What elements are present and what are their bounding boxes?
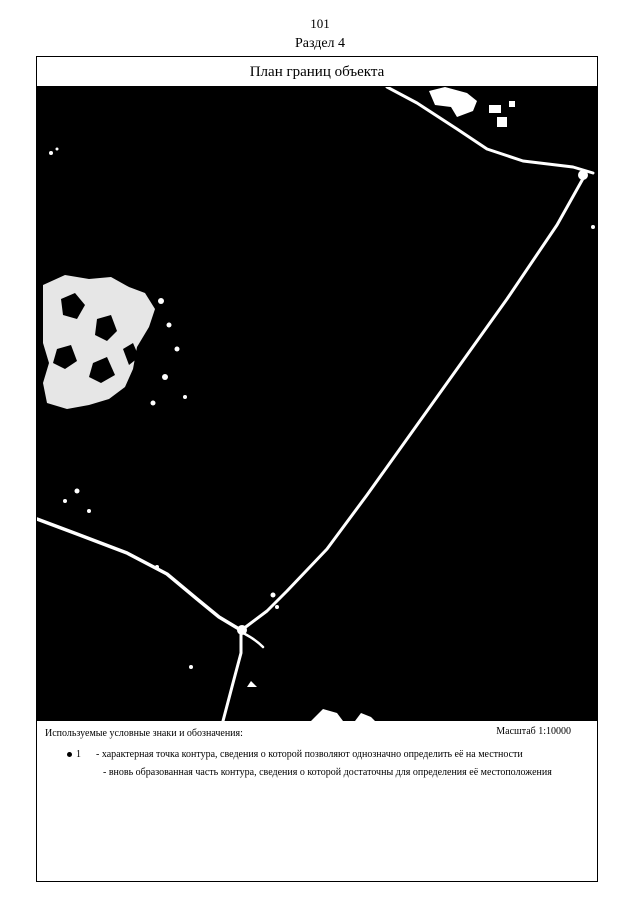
- feature-speck: [275, 605, 279, 609]
- vegetation-speck: [151, 401, 156, 406]
- building: [509, 101, 515, 107]
- legend-row-point: [67, 749, 523, 760]
- page-number: 101: [310, 16, 330, 31]
- point-number: 1: [76, 749, 81, 760]
- road-junction: [237, 625, 247, 635]
- legend: [37, 721, 597, 881]
- road-junction-top: [578, 170, 588, 180]
- section-title: Раздел 4: [294, 36, 346, 51]
- feature-speck: [591, 225, 595, 229]
- feature-speck: [63, 499, 67, 503]
- point-marker-icon: [67, 752, 72, 757]
- feature-speck: [75, 489, 80, 494]
- plan-title: План границ объекта: [37, 57, 597, 87]
- map-scale: Масштаб 1:10000: [496, 726, 571, 737]
- part-description: - вновь образованная часть контура, сведения о которой достаточны для определения её местоположения: [103, 767, 552, 778]
- building: [497, 117, 507, 127]
- vegetation-speck: [167, 323, 172, 328]
- legend-heading: Используемые условные знаки и обозначения:: [45, 728, 243, 739]
- building: [489, 105, 501, 113]
- feature-speck: [49, 151, 53, 155]
- feature-speck: [189, 665, 193, 669]
- map-image: [37, 87, 597, 721]
- point-description: - характерная точка контура, сведения о которой позволяют однозначно определить её на местности: [96, 749, 523, 760]
- plan-frame: [36, 56, 598, 882]
- vegetation-speck: [158, 298, 164, 304]
- vegetation-speck: [175, 347, 180, 352]
- map-svg: [37, 87, 597, 721]
- feature-speck: [56, 148, 59, 151]
- vegetation-speck: [183, 395, 187, 399]
- vegetation-speck: [162, 374, 168, 380]
- feature-speck: [271, 593, 276, 598]
- feature-speck: [155, 565, 159, 569]
- feature-speck: [87, 509, 91, 513]
- map-background: [37, 87, 597, 721]
